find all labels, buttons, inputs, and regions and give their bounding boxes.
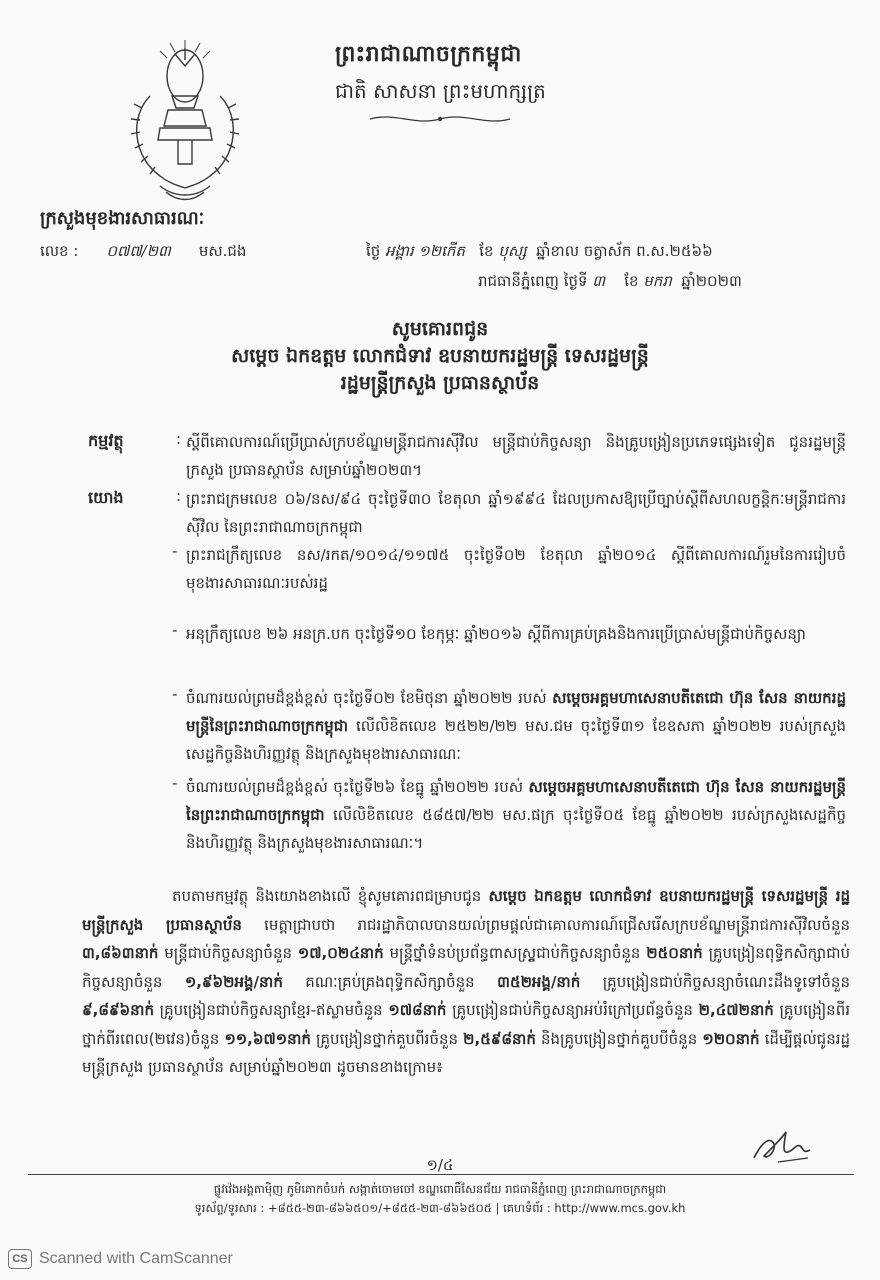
body-bold: ៩,៨៩៦នាក់ [82,1001,154,1019]
subject-text: ស្តីពីគោលការណ៍ប្រើប្រាស់ក្របខ័ណ្ឌមន្ត្រីរាជការស៊ីវិល មន្ត្រីជាប់កិច្ចសន្យា និងគ្រូបង្រៀនប្រភេទផ្សេងទៀត ជូនរដ្ឋមន្ត្រីក្រសួង ប្រធានស្ថាប័ន សម្រាប់ឆ្នាំ២០២៣។ [186,433,846,479]
body-text: គ្រូបង្រៀនជាប់កិច្ចសន្យាចំណេះដឹងទូទៅចំនួន [580,972,850,991]
lunar-date [366,242,713,264]
place-date [478,272,742,294]
place-date-year: ឆ្នាំ២០២៣ [681,272,742,290]
body-text: តបតាមកម្មវត្ថុ និងយោងខាងលើ ខ្ញុំសូមគោរពជម្រាបជូន [172,887,489,905]
subject-colon: : [176,430,182,448]
kingdom-motto: ជាតិ សាសនា ព្រះមហាក្សត្រ [335,79,546,103]
ref-number: ០៧៧/២៣ [106,242,171,260]
body-bold: ២,៥៩៨នាក់ [463,1029,536,1048]
ref-label: លេខ : [40,242,79,260]
body-bold: ១,៩៦២អង្គ/នាក់ [184,972,283,991]
page-number: ១/៤ [426,1156,454,1174]
camscanner-text: Scanned with CamScanner [39,1250,233,1267]
ref4-text-b: លើលិខិតលេខ ២៥២២/២២ មស.ជម ចុះថ្ងៃទី៣១ ខែឧសភា ឆ្នាំ២០២២ របស់ក្រសួងសេដ្ឋកិច្ចនិងហិរញ្ញវត្ថុ និងក្រសួងមុខងារសាធារណៈ [186,717,846,763]
addressee-salutation: សូមគោរពជូន [391,318,489,340]
ref-office: មស.ជង [198,242,247,260]
place-date-month-label: ខែ [624,272,639,290]
body-bold: សម្តេច ឯកឧត្តម លោកជំទាវ ឧបនាយករដ្ឋមន្ត្រី ទេសរដ្ឋមន្ត្រី រដ្ឋមន្ត្រីក្រសួង ប្រធានស្ថាប័ន [82,887,850,934]
addressee-line-1: សម្តេច ឯកឧត្តម លោកជំទាវ ឧបនាយករដ្ឋមន្ត្រី ទេសរដ្ឋមន្ត្រី [231,345,649,367]
subject-label: កម្មវត្ថុ [88,431,124,450]
body-text: គ្រូបង្រៀនថ្នាក់គួបពីរចំនួន [310,1029,464,1048]
ref4-text-a: ចំណារយល់ព្រមដ៏ខ្ពង់ខ្ពស់ ចុះថ្ងៃទី០២ ខែមិថុនា ឆ្នាំ២០២២ របស់ [186,689,553,707]
ref5-text-b: លើលិខិតលេខ ៥៨៥៧/២២ មស.ផក្រ ចុះថ្ងៃទី០៥ ខែធ្នូ ឆ្នាំ២០២២ របស់ក្រសួងសេដ្ឋកិច្ចនិងហិរញ្ញវត្ថុ និងក្រសួងមុខងារសាធារណៈ។ [186,806,846,852]
reference-item: ព្រះរាជក្រឹត្យលេខ នស/រកត/១០១៤/១១៧៥ ចុះថ្ងៃទី០២ ខែតុលា ឆ្នាំ២០១៤ ស្តីពីគោលការណ៍រួមនៃការរៀបចំមុខងារសាធារណៈរបស់រដ្ឋ [186,546,846,592]
body-text: គ្រូបង្រៀនជាប់កិច្ចសន្យាអប់រំក្រៅប្រព័ន្ធចំនួន [446,1001,699,1019]
references-label: យោង [88,488,124,507]
body-bold: ៣,៨៦៣នាក់ [82,944,159,962]
footer-divider [28,1174,854,1175]
body-text: ដើម្បីផ្តល់ជូនរដ្ឋមន្ត្រីក្រសួង ប្រធានស្ថាប័ន សម្រាប់ឆ្នាំ២០២៣ ដូចមានខាងក្រោម៖ [82,1029,851,1076]
body-paragraph [82,882,850,1082]
body-text: គ្រូបង្រៀនជាប់កិច្ចសន្យាខ្មែរ-ឥស្លាមចំនួន [153,1001,389,1019]
body-bold: ១២០នាក់ [702,1029,760,1048]
ref4-text-bold: សម្តេចអគ្គមហាសេនាបតីតេជោ ហ៊ុន សែន នាយករដ្ឋមន្ត្រីនៃព្រះរាជាណាចក្រកម្ពុជា [186,689,846,735]
reference-number [40,242,274,264]
body-text: និងគ្រូបង្រៀនថ្នាក់គួបបីចំនួន [535,1029,703,1048]
addressee-block [0,316,880,397]
body-text: មេត្តាជ្រាបថា រាជរដ្ឋាភិបាលបានយល់ព្រមផ្តល់ជាគោលការណ៍ជ្រើសរើសក្របខ័ណ្ឌមន្ត្រីរាជការស៊ីវិលចំនួន [241,915,850,934]
addressee-line-2: រដ្ឋមន្ត្រីក្រសួង ប្រធានស្ថាប័ន [340,372,540,394]
bullet-dash: - [172,621,178,639]
ornament-divider-icon [365,112,515,126]
footer-contact: ទូរស័ព្ទ/ទូរសារ : +៨៥៥-២៣-៨៦៦៥០១/+៨៥៥-២៣-៨៦៦៥០៥ | គេហទំព័រ : http://www.mcs.gov.kh [194,1201,686,1215]
camscanner-logo-icon: CS [8,1249,32,1269]
place-date-day: ៣ [592,272,606,290]
body-text: មន្ត្រីថ្នាំទំនប់ប្រព័ន្ធពាសស្វ្រ្តជាប់កិច្ចសន្យាចំនួន [383,944,647,962]
camscanner-watermark [8,1248,233,1270]
royal-emblem-icon [120,36,250,206]
lunar-date-day: អង្គារ ១២កើត [385,242,465,260]
footer-address: ផ្លូវវ៉េងអង្គតាម៉ិញ ភូមិគោកចំបក់ សង្កាត់ចោមចៅ ខណ្ឌពោធិ៍សែនជ័យ រាជធានីភ្នំពេញ ព្រះរាជាណាចក្រកម្ពុជា [213,1182,667,1196]
reference-item: អនុក្រឹត្យលេខ ២៦ អនក្រ.បក ចុះថ្ងៃទី១០ ខែកុម្ភៈ ឆ្នាំ២០១៦ ស្តីពីការគ្រប់គ្រងនិងការប្រើប្រាស់មន្ត្រីជាប់កិច្ចសន្យា [186,625,806,643]
lunar-date-prefix: ថ្ងៃ [366,242,381,260]
lunar-date-year: ឆ្នាំខាល ចត្វាស័ក ព.ស.២៥៦៦ [536,242,713,260]
lunar-date-month-label: ខែ [479,242,494,260]
ministry-name: ក្រសួងមុខងារសាធារណៈ [40,208,205,229]
kingdom-title: ព្រះរាជាណាចក្រកម្ពុជា [335,42,522,67]
reference-item-4 [186,684,846,768]
ref5-text-a: ចំណារយល់ព្រមដ៏ខ្ពង់ខ្ពស់ ចុះថ្ងៃទី២៦ ខែធ្នូ ឆ្នាំ២០២២ របស់ [186,778,529,796]
body-text: គណៈគ្រប់គ្រងពុទ្ធិកសិក្សាចំនួន [282,972,498,991]
body-bold: ២៥០នាក់ [646,944,703,962]
place-date-month: មករា [643,272,672,290]
lunar-date-month: បុស្ស [498,242,527,260]
place-date-prefix: រាជធានីភ្នំពេញ ថ្ងៃទី [478,272,588,290]
body-bold: ១១,៦៧១នាក់ [224,1029,311,1048]
body-bold: ២,៤៧២នាក់ [698,1001,774,1019]
reference-item-5 [186,773,846,857]
reference-item: ព្រះរាជក្រមលេខ ០៦/នស/៩៤ ចុះថ្ងៃទី៣០ ខែតុលា ឆ្នាំ១៩៩៤ ដែលប្រកាសឱ្យប្រើច្បាប់ស្តីពីសហលក្ខន្តិកៈមន្ត្រីរាជការស៊ីវិល នៃព្រះរាជាណាចក្រកម្ពុជា [186,490,846,536]
bullet-dash: - [172,542,178,560]
body-text: មន្ត្រីជាប់កិច្ចសន្យាចំនួន [158,944,298,962]
bullet-dash: - [172,774,178,792]
body-bold: ៣៥២អង្គ/នាក់ [497,972,581,991]
body-text: គ្រូបង្រៀនពុទ្ធិកសិក្សាជាប់កិច្ចសន្យាចំនួន [82,944,850,991]
ref5-text-bold: សម្តេចអគ្គមហាសេនាបតីតេជោ ហ៊ុន សែន នាយករដ្ឋមន្ត្រីនៃព្រះរាជាណាចក្រកម្ពុជា [186,778,846,824]
references-colon: : [176,487,182,505]
body-bold: ១៧៨នាក់ [388,1001,447,1019]
body-text: គ្រូបង្រៀនពីរថ្នាក់ពីរពេល(២វេន)ចំនួន [82,1001,850,1048]
bullet-dash: - [172,685,178,703]
body-bold: ១៧,០២៤នាក់ [297,944,384,962]
